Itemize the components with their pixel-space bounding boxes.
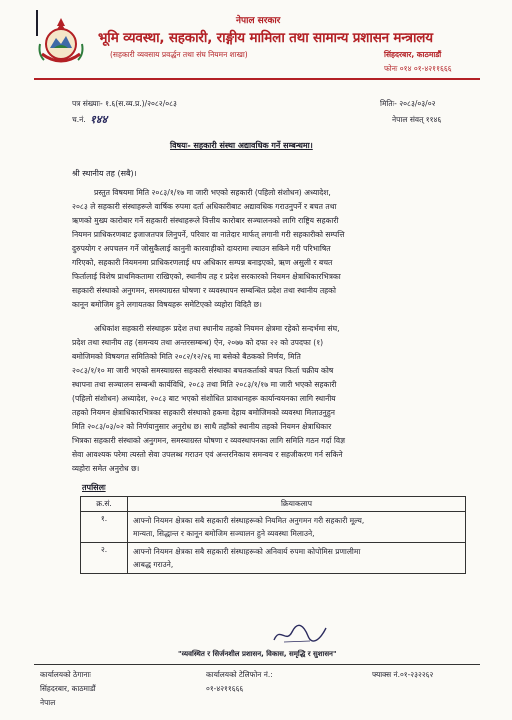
- branch-name: (सहकारी व्यवसाय प्रवर्द्धन तथा संघ नियमन शाखा): [110, 50, 248, 59]
- footer-office-label: कार्यालयको ठेगानाः: [40, 670, 91, 679]
- paragraph-line: नियमन प्राधिकरणबाट इजाजतपत्र लिनुपर्ने, परिवार वा नातेदार मार्फत् लगानी गरी सहकारीको सम्पत्ति: [72, 230, 345, 239]
- footer-office-address: सिंहदरबार, काठमाडौं: [40, 684, 96, 693]
- paragraph-line: प्रस्तुत विषयमा मिति २०८३/१/१७ मा जारी भएको सहकारी (पहिलो संशोधन) अध्यादेश,: [94, 188, 331, 197]
- row-activity: [128, 512, 466, 543]
- paragraph-line: २०८३/१/१० मा जारी भएको समस्याग्रस्त सहकारी संस्थाका बचतकर्ताको बचत फिर्ता चक्रीय कोष: [72, 366, 334, 375]
- paragraph-line: गरिएको, सहकारी नियमनमा प्राधिकरणलाई थप अधिकार सम्पन्न बनाइएको, ऋण असुली र बचत: [72, 258, 333, 267]
- paragraph-line: सहकारी संस्थाको अनुगमन, समस्याग्रस्त घोषणा र व्यवस्थापन सम्बन्धित प्रदेश तथा स्थानीय तहको: [72, 286, 336, 295]
- column-header-activity: क्रियाकलाप: [128, 497, 466, 512]
- paragraph-line: फिर्तालाई विशेष प्राथमिकतामा राखिएको, स्थानीय तह र प्रदेश सरकारको नियमन क्षेत्राधिकारभित्रका: [72, 272, 341, 281]
- table-row: [81, 512, 466, 543]
- dispatch-label: च.नं.: [72, 115, 86, 124]
- paragraph-line: अधिकांश सहकारी संस्थाहरू प्रदेश तथा स्थानीय तहको नियमन क्षेत्रमा रहेको सन्दर्भमा संघ,: [94, 324, 340, 333]
- paragraph-line: तहको नियमन क्षेत्राधिकारभित्रका सहकारी संस्थाको हकमा देहाय बमोजिमको व्यवस्था मिलाउनुहुन: [72, 408, 335, 417]
- letter-date: मितिः- २०८३/०३/०२: [380, 99, 436, 108]
- paragraph-line: स्थापना तथा सञ्चालन सम्बन्धी कार्यविधि, २०८३ तथा मिति २०८३/१/१७ मा जारी भएको सहकारी: [72, 380, 337, 389]
- office-phone: फोनः ०१४ ०१-४२११६६६: [384, 64, 452, 73]
- row-activity-line: आफ्नो नियमन क्षेत्रका सबै सहकारी संस्थाहरूको नियमित अनुगमन गरी सहकारी मूल्य,: [133, 516, 365, 525]
- slogan: "व्यवस्थित र सिर्जनशील प्रशासन, विकास, समृद्धि र सुशासन": [178, 650, 337, 658]
- paragraph-2: [72, 322, 464, 476]
- paragraph-line: मिति २०८३/०३/०२ को निर्णयानुसार अनुरोध छ। साथै तहाँको स्थानीय तहको नियमन क्षेत्राधिकार: [72, 422, 332, 431]
- table-caption: तपसिलः: [82, 483, 106, 492]
- paragraph-line: दुरुपयोग र अपचलन गर्ने जोसुकैलाई कानुनी कारवाहीको दायरामा ल्याउन सकिने गरी परिभाषित: [72, 244, 331, 253]
- activity-table: [80, 496, 466, 574]
- row-activity-line: मान्यता, सिद्धान्त र कानून बमोजिम सञ्चालन हुने व्यवस्था मिलाउने,: [133, 529, 315, 538]
- nepal-government-emblem-icon: [34, 14, 88, 68]
- header-divider: [34, 78, 480, 80]
- footer-fax: फ्याक्स नं.०१-२३२२६२: [372, 670, 434, 679]
- table-header-row: [81, 497, 466, 512]
- table-row: [81, 543, 466, 574]
- signature: [270, 622, 330, 646]
- footer-telephone-label: कार्यालयको टेलिफोन नं.:: [206, 670, 273, 679]
- row-serial: १.: [81, 512, 128, 543]
- paragraph-line: सेवा आवश्यक परेमा त्यस्तो सेवा उपलब्ध गराउन एवं अन्तरनिकाय समन्वय र सहजीकरण गर्न सकिने: [72, 450, 343, 459]
- nepal-sambat-date: नेपाल संवत् ११४६: [392, 115, 442, 124]
- row-activity-line: आफ्नो नियमन क्षेत्रका सबै सहकारी संस्थाहरूको अनिवार्य रुपमा कोपोमिस प्रणालीमा: [133, 547, 361, 556]
- reference-number: पत्र संख्याः- १.६(स.व्य.प्र.)/२०८२/०८३: [72, 99, 177, 108]
- government-name: नेपाल सरकार: [236, 16, 281, 26]
- paragraph-line: व्यहोरा समेत अनुरोध छ।: [72, 464, 140, 473]
- paragraph-1: [72, 186, 464, 312]
- office-location: सिंहदरबार, काठमाडौं: [384, 50, 442, 59]
- letter-subject: विषयः- सहकारी संस्था अद्यावधिक गर्ने सम्बन्धमा।: [170, 141, 313, 150]
- footer-divider: [34, 664, 480, 665]
- paragraph-line: कानून बमोजिम हुने लगायतका विषयहरू समेटिएको व्यहोरा विदितै छ।: [72, 300, 262, 309]
- row-activity: [128, 543, 466, 574]
- paragraph-line: ऋणको मुख्य कारोबार गर्ने सहकारी संस्थाहरूले वित्तीय कारोबार सञ्चालनको लागि राष्ट्रिय सहकारी: [72, 216, 339, 225]
- row-activity-line: आबद्ध गराउने,: [133, 560, 174, 569]
- row-serial: २.: [81, 543, 128, 574]
- paragraph-line: भित्रका सहकारी संस्थाको अनुगमन, समस्याग्रस्त घोषणा र व्यवस्थापनका लागि समिति गठन गर्दा विज्ञ: [72, 436, 345, 445]
- dispatch-number-handwritten: १४४: [90, 113, 108, 126]
- paragraph-line: (पहिलो संशोधन) अध्यादेश, २०८३ बाट भएको संशोधित प्रावधानहरू कार्यान्वयनका लागि स्थानीय: [72, 394, 336, 403]
- paragraph-line: २०८३ ले सहकारी संस्थाहरूले वार्षिक रुपमा दर्ता अधिकारीबाट अद्यावधिक गराउनुपर्ने र बचत तथा: [72, 202, 337, 211]
- paragraph-line: बमोजिमको विषयगत समितिको मिति २०८२/१२/२६ मा बसेको बैठकको निर्णय, मिति: [72, 352, 301, 361]
- recipient: श्री स्थानीय तह (सबै)।: [72, 169, 137, 178]
- footer-country: नेपाल: [40, 698, 56, 707]
- paragraph-line: प्रदेश तथा स्थानीय तह (समन्वय तथा अन्तरसम्बन्ध) ऐन, २०७७ को दफा २२ को उपदफा (१): [72, 338, 324, 347]
- ministry-name: भूमि व्यवस्था, सहकारी, राङ्गीय मामिला तथा सामान्य प्रशासन मन्त्रालय: [98, 30, 433, 46]
- footer-telephone-number: ०१-४२११६६६: [206, 684, 244, 693]
- column-header-serial: क्र.सं.: [81, 497, 128, 512]
